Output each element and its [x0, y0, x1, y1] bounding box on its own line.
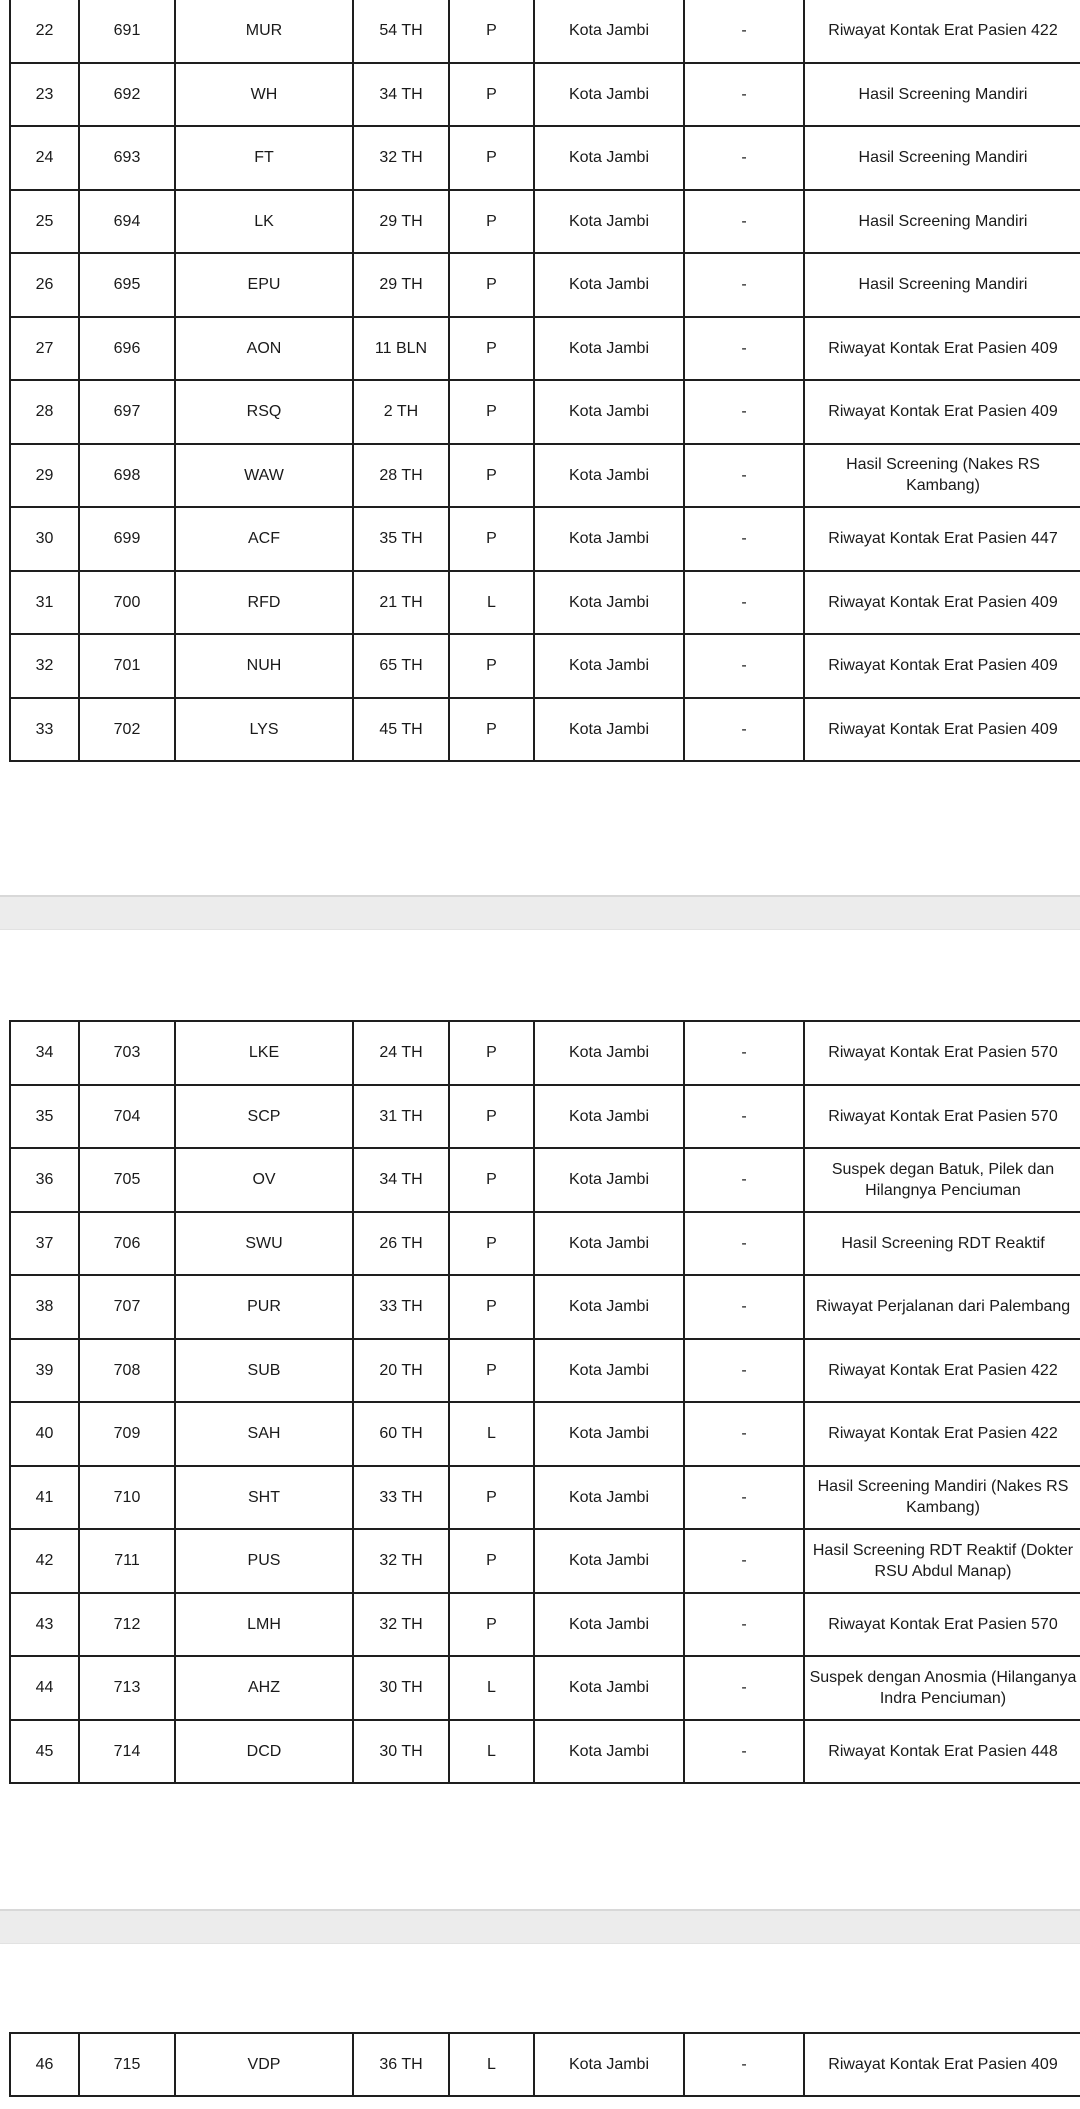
case-number: 700 — [79, 571, 175, 635]
row-number: 27 — [10, 317, 79, 381]
patient-sex: P — [449, 1593, 534, 1657]
row-number: 29 — [10, 444, 79, 508]
travel-history: - — [684, 698, 804, 762]
row-number: 30 — [10, 507, 79, 571]
patient-domicile: Kota Jambi — [534, 507, 684, 571]
patient-domicile: Kota Jambi — [534, 126, 684, 190]
patient-age: 20 TH — [353, 1339, 449, 1403]
row-number: 32 — [10, 634, 79, 698]
patient-sex: P — [449, 1148, 534, 1212]
case-number: 694 — [79, 190, 175, 254]
patient-age: 34 TH — [353, 63, 449, 127]
patient-initials: VDP — [175, 2033, 353, 2096]
case-note: Suspek dengan Anosmia (Hilanganya Indra Penciuman) — [804, 1656, 1080, 1720]
travel-history: - — [684, 190, 804, 254]
case-note: Riwayat Kontak Erat Pasien 422 — [804, 1339, 1080, 1403]
patient-domicile: Kota Jambi — [534, 190, 684, 254]
case-number: 707 — [79, 1275, 175, 1339]
table-row — [10, 1275, 1080, 1339]
travel-history: - — [684, 63, 804, 127]
table-row — [10, 1466, 1080, 1530]
patient-initials: AHZ — [175, 1656, 353, 1720]
case-number: 704 — [79, 1085, 175, 1149]
patient-age: 32 TH — [353, 1529, 449, 1593]
case-number: 709 — [79, 1402, 175, 1466]
travel-history: - — [684, 1593, 804, 1657]
case-note: Riwayat Kontak Erat Pasien 409 — [804, 2033, 1080, 2096]
travel-history: - — [684, 444, 804, 508]
patient-age: 65 TH — [353, 634, 449, 698]
patient-initials: LYS — [175, 698, 353, 762]
patient-initials: LKE — [175, 1021, 353, 1085]
patient-age: 60 TH — [353, 1402, 449, 1466]
travel-history: - — [684, 1466, 804, 1530]
row-number: 35 — [10, 1085, 79, 1149]
patient-initials: SAH — [175, 1402, 353, 1466]
table-row — [10, 698, 1080, 762]
case-number: 703 — [79, 1021, 175, 1085]
case-number: 713 — [79, 1656, 175, 1720]
patient-age: 28 TH — [353, 444, 449, 508]
patient-age: 30 TH — [353, 1656, 449, 1720]
patient-age: 11 BLN — [353, 317, 449, 381]
table-row — [10, 444, 1080, 508]
patient-sex: P — [449, 1339, 534, 1403]
page-gap-2 — [0, 1909, 1080, 1944]
patient-age: 35 TH — [353, 507, 449, 571]
patient-domicile: Kota Jambi — [534, 2033, 684, 2096]
case-note: Riwayat Kontak Erat Pasien 409 — [804, 317, 1080, 381]
case-note: Riwayat Kontak Erat Pasien 570 — [804, 1085, 1080, 1149]
travel-history: - — [684, 1339, 804, 1403]
table-row — [10, 63, 1080, 127]
table-row — [10, 1529, 1080, 1593]
patient-initials: ACF — [175, 507, 353, 571]
table-row — [10, 571, 1080, 635]
travel-history: - — [684, 253, 804, 317]
row-number: 25 — [10, 190, 79, 254]
case-note: Riwayat Kontak Erat Pasien 422 — [804, 0, 1080, 63]
table-row — [10, 253, 1080, 317]
patient-domicile: Kota Jambi — [534, 1593, 684, 1657]
patient-initials: SWU — [175, 1212, 353, 1276]
case-note: Hasil Screening Mandiri — [804, 126, 1080, 190]
travel-history: - — [684, 1085, 804, 1149]
patient-table-section-2 — [9, 1020, 1080, 1784]
case-note: Hasil Screening Mandiri — [804, 253, 1080, 317]
patient-initials: RSQ — [175, 380, 353, 444]
travel-history: - — [684, 1148, 804, 1212]
patient-sex: P — [449, 317, 534, 381]
patient-initials: SHT — [175, 1466, 353, 1530]
case-note: Riwayat Kontak Erat Pasien 409 — [804, 698, 1080, 762]
case-note: Hasil Screening Mandiri — [804, 63, 1080, 127]
row-number: 34 — [10, 1021, 79, 1085]
row-number: 41 — [10, 1466, 79, 1530]
patient-sex: P — [449, 63, 534, 127]
case-note: Suspek degan Batuk, Pilek dan Hilangnya Penciuman — [804, 1148, 1080, 1212]
patient-domicile: Kota Jambi — [534, 1466, 684, 1530]
row-number: 39 — [10, 1339, 79, 1403]
patient-initials: LK — [175, 190, 353, 254]
patient-sex: P — [449, 1466, 534, 1530]
patient-initials: SUB — [175, 1339, 353, 1403]
patient-sex: P — [449, 1529, 534, 1593]
patient-domicile: Kota Jambi — [534, 0, 684, 63]
patient-sex: P — [449, 380, 534, 444]
patient-age: 34 TH — [353, 1148, 449, 1212]
patient-sex: P — [449, 1212, 534, 1276]
row-number: 38 — [10, 1275, 79, 1339]
patient-initials: WAW — [175, 444, 353, 508]
patient-initials: PUR — [175, 1275, 353, 1339]
travel-history: - — [684, 126, 804, 190]
patient-age: 29 TH — [353, 190, 449, 254]
patient-domicile: Kota Jambi — [534, 634, 684, 698]
patient-age: 33 TH — [353, 1466, 449, 1530]
patient-domicile: Kota Jambi — [534, 1148, 684, 1212]
case-number: 705 — [79, 1148, 175, 1212]
travel-history: - — [684, 1529, 804, 1593]
patient-domicile: Kota Jambi — [534, 317, 684, 381]
case-number: 698 — [79, 444, 175, 508]
row-number: 37 — [10, 1212, 79, 1276]
row-number: 40 — [10, 1402, 79, 1466]
case-note: Riwayat Kontak Erat Pasien 570 — [804, 1593, 1080, 1657]
case-number: 699 — [79, 507, 175, 571]
row-number: 28 — [10, 380, 79, 444]
table-row — [10, 634, 1080, 698]
case-note: Hasil Screening Mandiri (Nakes RS Kambang) — [804, 1466, 1080, 1530]
travel-history: - — [684, 507, 804, 571]
patient-domicile: Kota Jambi — [534, 698, 684, 762]
travel-history: - — [684, 380, 804, 444]
table-row — [10, 1402, 1080, 1466]
patient-sex: P — [449, 0, 534, 63]
patient-initials: OV — [175, 1148, 353, 1212]
patient-domicile: Kota Jambi — [534, 1339, 684, 1403]
row-number: 44 — [10, 1656, 79, 1720]
case-number: 696 — [79, 317, 175, 381]
patient-sex: L — [449, 2033, 534, 2096]
travel-history: - — [684, 1212, 804, 1276]
patient-sex: P — [449, 1021, 534, 1085]
travel-history: - — [684, 571, 804, 635]
patient-age: 29 TH — [353, 253, 449, 317]
table-row — [10, 1021, 1080, 1085]
case-number: 691 — [79, 0, 175, 63]
case-note: Riwayat Perjalanan dari Palembang — [804, 1275, 1080, 1339]
table-row — [10, 1593, 1080, 1657]
patient-initials: SCP — [175, 1085, 353, 1149]
patient-domicile: Kota Jambi — [534, 1656, 684, 1720]
table-row — [10, 2033, 1080, 2096]
patient-age: 32 TH — [353, 126, 449, 190]
table-row — [10, 1148, 1080, 1212]
table-row — [10, 317, 1080, 381]
patient-domicile: Kota Jambi — [534, 1021, 684, 1085]
patient-initials: RFD — [175, 571, 353, 635]
patient-sex: P — [449, 126, 534, 190]
travel-history: - — [684, 1402, 804, 1466]
travel-history: - — [684, 317, 804, 381]
patient-domicile: Kota Jambi — [534, 1275, 684, 1339]
table-row — [10, 1085, 1080, 1149]
patient-sex: L — [449, 1720, 534, 1784]
row-number: 31 — [10, 571, 79, 635]
travel-history: - — [684, 1021, 804, 1085]
patient-age: 26 TH — [353, 1212, 449, 1276]
page-gap-1 — [0, 895, 1080, 930]
row-number: 33 — [10, 698, 79, 762]
travel-history: - — [684, 1720, 804, 1784]
case-number: 712 — [79, 1593, 175, 1657]
patient-domicile: Kota Jambi — [534, 1720, 684, 1784]
patient-initials: NUH — [175, 634, 353, 698]
table-row — [10, 1720, 1080, 1784]
table-row — [10, 1656, 1080, 1720]
patient-sex: P — [449, 507, 534, 571]
patient-initials: PUS — [175, 1529, 353, 1593]
patient-initials: LMH — [175, 1593, 353, 1657]
row-number: 45 — [10, 1720, 79, 1784]
case-note: Riwayat Kontak Erat Pasien 570 — [804, 1021, 1080, 1085]
table-row — [10, 190, 1080, 254]
patient-sex: L — [449, 571, 534, 635]
patient-table-section-3 — [9, 2032, 1080, 2097]
patient-domicile: Kota Jambi — [534, 1212, 684, 1276]
case-note: Riwayat Kontak Erat Pasien 409 — [804, 571, 1080, 635]
patient-age: 2 TH — [353, 380, 449, 444]
patient-age: 54 TH — [353, 0, 449, 63]
travel-history: - — [684, 2033, 804, 2096]
table-row — [10, 1212, 1080, 1276]
row-number: 24 — [10, 126, 79, 190]
patient-sex: L — [449, 1402, 534, 1466]
case-note: Hasil Screening (Nakes RS Kambang) — [804, 444, 1080, 508]
case-note: Riwayat Kontak Erat Pasien 422 — [804, 1402, 1080, 1466]
patient-domicile: Kota Jambi — [534, 571, 684, 635]
case-number: 697 — [79, 380, 175, 444]
patient-initials: MUR — [175, 0, 353, 63]
row-number: 42 — [10, 1529, 79, 1593]
case-number: 715 — [79, 2033, 175, 2096]
patient-domicile: Kota Jambi — [534, 380, 684, 444]
patient-sex: P — [449, 1275, 534, 1339]
row-number: 22 — [10, 0, 79, 63]
travel-history: - — [684, 1275, 804, 1339]
patient-table-section-1 — [9, 0, 1080, 762]
patient-age: 30 TH — [353, 1720, 449, 1784]
case-number: 695 — [79, 253, 175, 317]
case-number: 714 — [79, 1720, 175, 1784]
patient-sex: P — [449, 634, 534, 698]
patient-initials: WH — [175, 63, 353, 127]
patient-domicile: Kota Jambi — [534, 444, 684, 508]
patient-domicile: Kota Jambi — [534, 63, 684, 127]
patient-initials: EPU — [175, 253, 353, 317]
case-number: 693 — [79, 126, 175, 190]
case-note: Hasil Screening Mandiri — [804, 190, 1080, 254]
case-note: Riwayat Kontak Erat Pasien 448 — [804, 1720, 1080, 1784]
row-number: 23 — [10, 63, 79, 127]
patient-age: 32 TH — [353, 1593, 449, 1657]
case-number: 706 — [79, 1212, 175, 1276]
travel-history: - — [684, 634, 804, 698]
patient-sex: P — [449, 1085, 534, 1149]
patient-sex: P — [449, 253, 534, 317]
table-row — [10, 0, 1080, 63]
case-note: Riwayat Kontak Erat Pasien 409 — [804, 634, 1080, 698]
case-number: 701 — [79, 634, 175, 698]
patient-domicile: Kota Jambi — [534, 1085, 684, 1149]
patient-initials: DCD — [175, 1720, 353, 1784]
patient-sex: P — [449, 444, 534, 508]
case-note: Riwayat Kontak Erat Pasien 409 — [804, 380, 1080, 444]
table-row — [10, 1339, 1080, 1403]
case-note: Hasil Screening RDT Reaktif — [804, 1212, 1080, 1276]
patient-age: 45 TH — [353, 698, 449, 762]
patient-age: 33 TH — [353, 1275, 449, 1339]
travel-history: - — [684, 1656, 804, 1720]
patient-sex: P — [449, 698, 534, 762]
case-number: 702 — [79, 698, 175, 762]
table-row — [10, 507, 1080, 571]
patient-age: 24 TH — [353, 1021, 449, 1085]
case-number: 710 — [79, 1466, 175, 1530]
patient-domicile: Kota Jambi — [534, 1402, 684, 1466]
patient-sex: L — [449, 1656, 534, 1720]
patient-age: 21 TH — [353, 571, 449, 635]
case-note: Hasil Screening RDT Reaktif (Dokter RSU Abdul Manap) — [804, 1529, 1080, 1593]
case-note: Riwayat Kontak Erat Pasien 447 — [804, 507, 1080, 571]
row-number: 26 — [10, 253, 79, 317]
row-number: 46 — [10, 2033, 79, 2096]
patient-domicile: Kota Jambi — [534, 253, 684, 317]
travel-history: - — [684, 0, 804, 63]
patient-sex: P — [449, 190, 534, 254]
case-number: 708 — [79, 1339, 175, 1403]
table-row — [10, 380, 1080, 444]
case-number: 711 — [79, 1529, 175, 1593]
case-number: 692 — [79, 63, 175, 127]
patient-age: 36 TH — [353, 2033, 449, 2096]
patient-initials: FT — [175, 126, 353, 190]
patient-domicile: Kota Jambi — [534, 1529, 684, 1593]
row-number: 43 — [10, 1593, 79, 1657]
row-number: 36 — [10, 1148, 79, 1212]
patient-age: 31 TH — [353, 1085, 449, 1149]
patient-initials: AON — [175, 317, 353, 381]
table-row — [10, 126, 1080, 190]
